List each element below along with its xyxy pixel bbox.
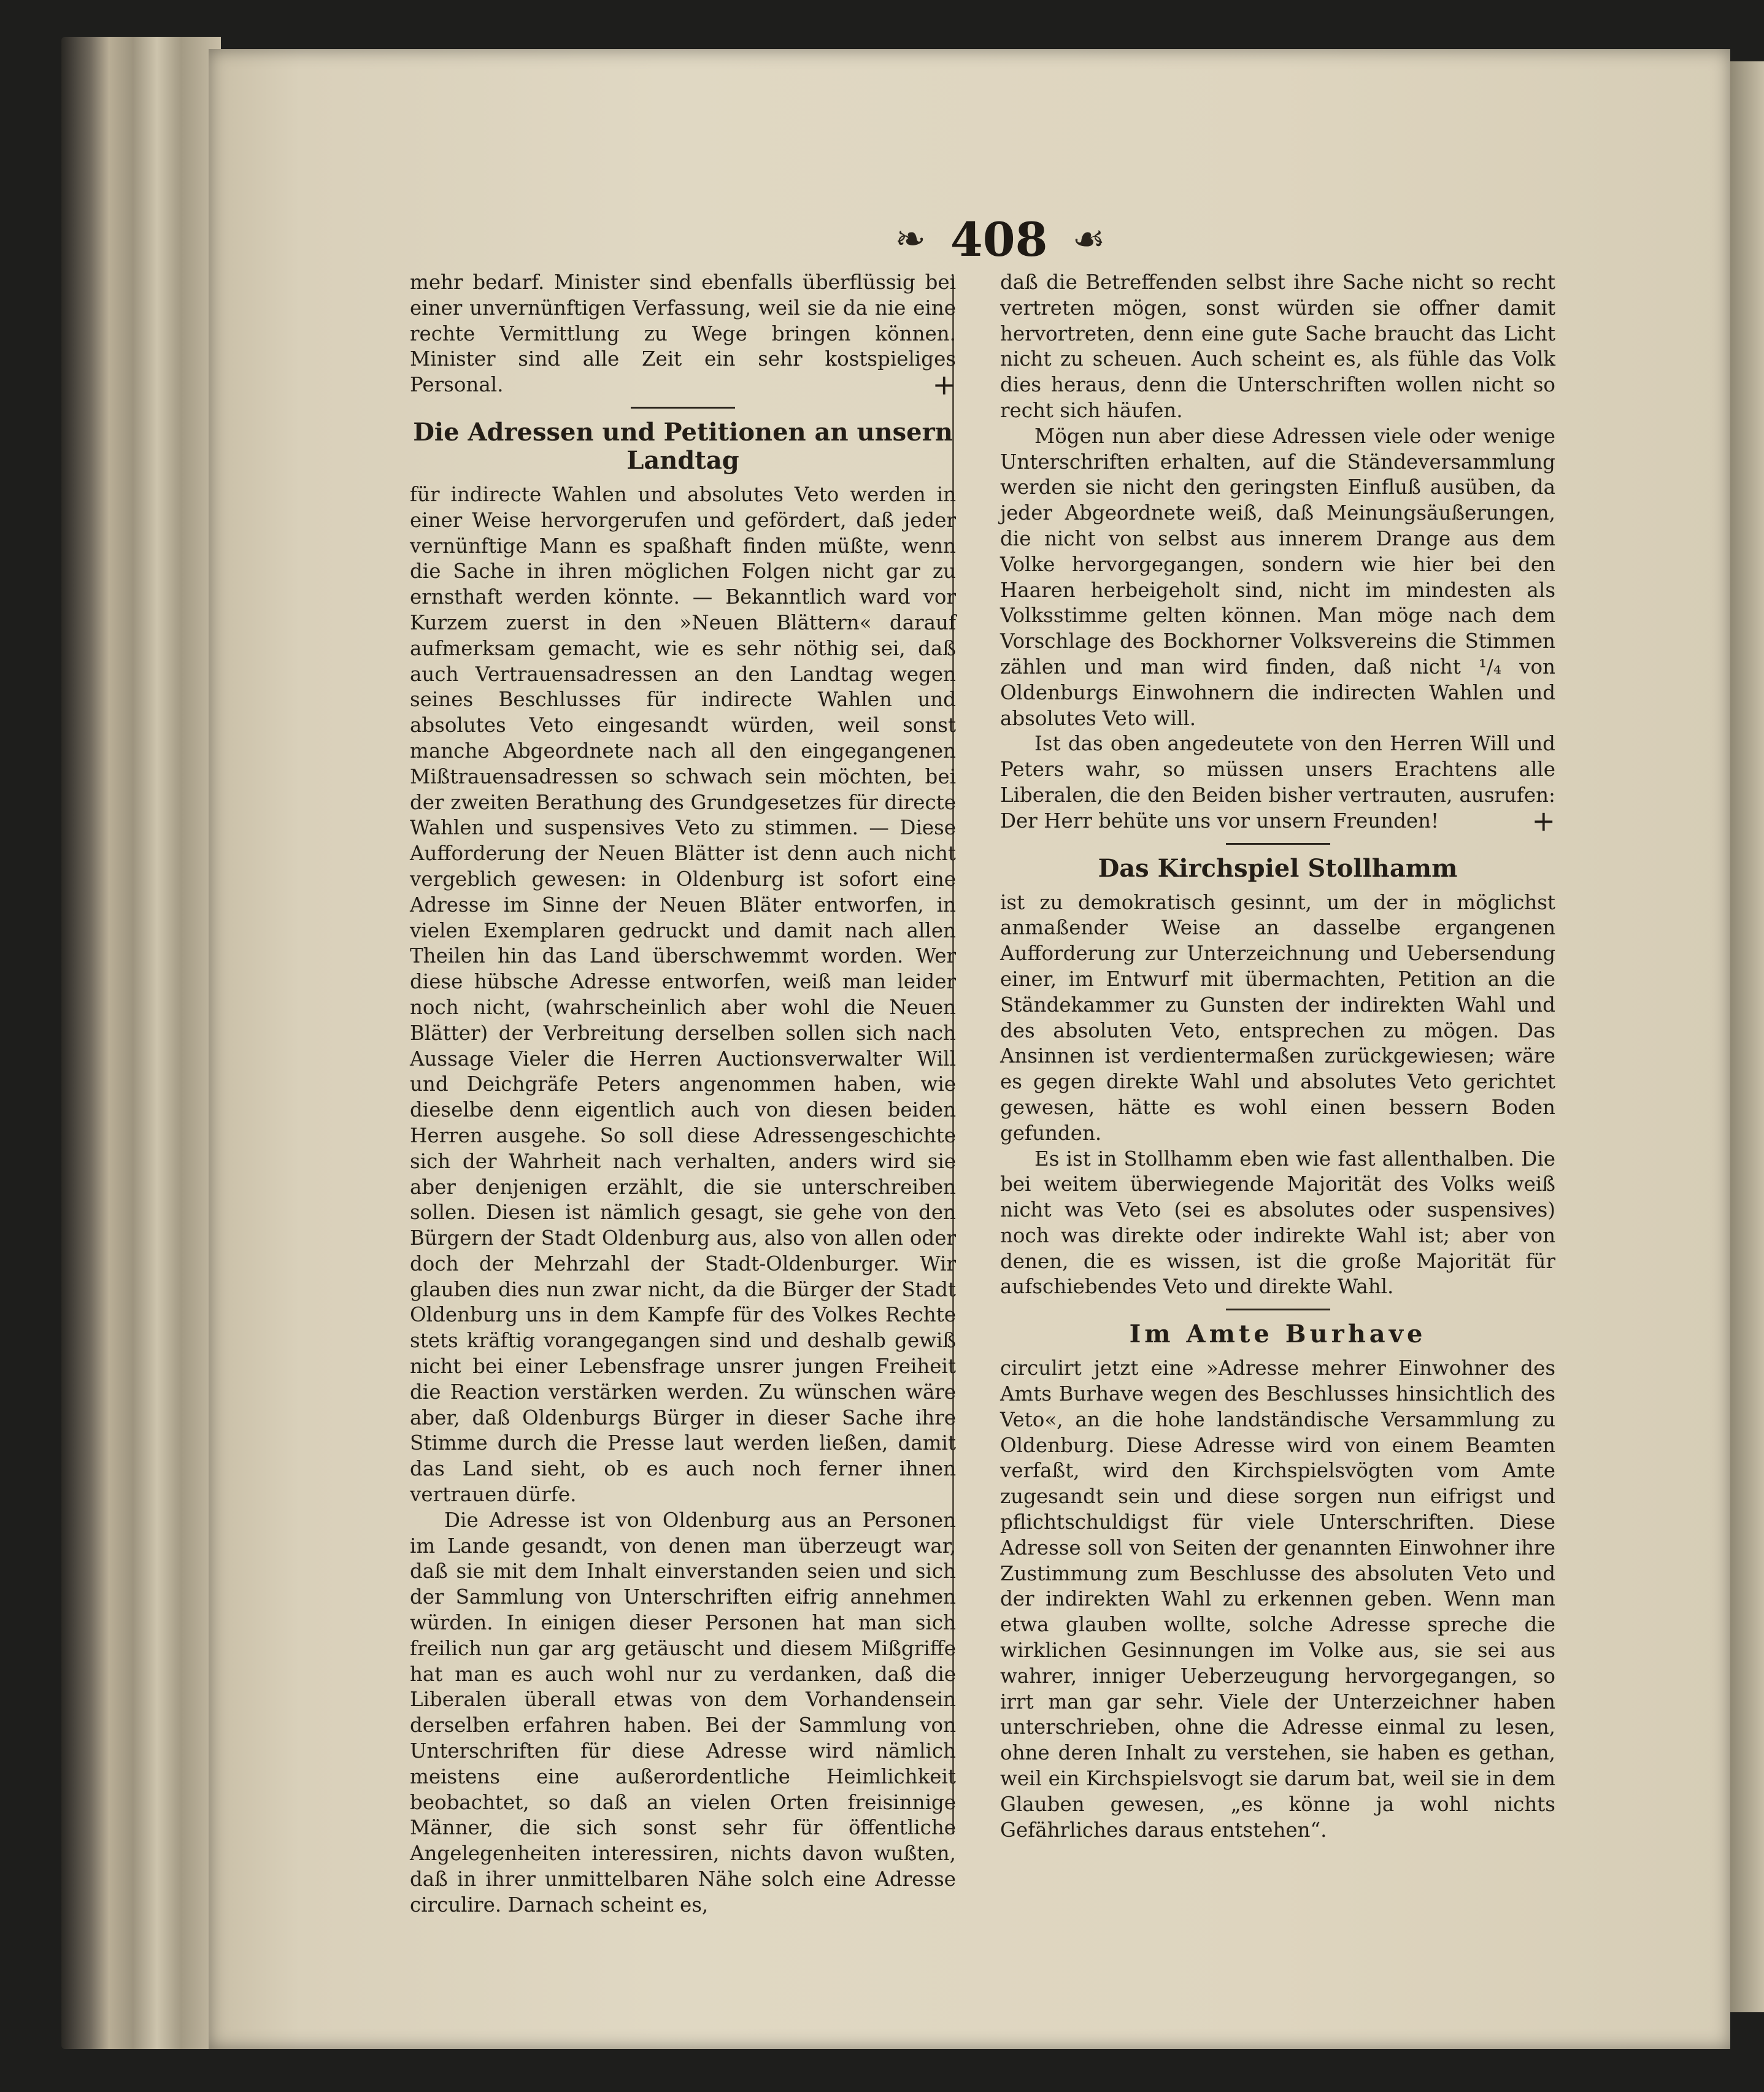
end-mark-icon: + (1531, 804, 1555, 837)
ornament-left-icon: ❧ (895, 218, 926, 261)
article-headline-burhave: Im Amte Burhave (1129, 1320, 1427, 1349)
right-paragraph-2: Mögen nun aber diese Adressen viele oder wenige Unterschriften erhalten, auf die Ständeversammlung werden sie nicht den geringsten Einfluß ausüben, da jeder Abgeordnete weiß, daß Meinungsäußerungen, die nicht von selbst aus innerem Drange aus dem Volke hervorgegangen, sondern wie hier bei den Haaren herbeigeholt sind, nicht im mindesten als Volksstimme gelten können. Man möge nach dem Vorschlage des Bockhorner Volksvereins die Stimmen zählen und man wird finden, daß nicht ¹/₄ von Oldenburgs Einwohnern die indirecten Wahlen und absolutes Veto will. (1000, 424, 1555, 730)
end-mark-icon: + (932, 368, 956, 402)
left-column (410, 270, 956, 1918)
right-paragraph-4: ist zu demokratisch gesinnt, um der in möglichst anmaßender Weise an dasselbe ergangenen Aufforderung zur Unterzeichnung und Uebersendung einer, im Entwurf mit übermachten, Petition an die Ständekammer zu Gunsten der indirekten Wahl und des absoluten Veto, entsprechen zu mögen. Das Ansinnen ist verdientermaßen zurückgewiesen; wäre es gegen direkte Wahl und absolutes Veto gerichtet gewesen, hätte es wohl einen bessern Boden gefunden. (1000, 890, 1555, 1145)
left-paragraph-1: mehr bedarf. Minister sind ebenfalls überflüssig bei einer unvernünftigen Verfassung, weil sie da nie eine rechte Vermittlung zu Wege bringen können. Minister sind alle Zeit ein sehr kostspieliges Personal. + (410, 271, 956, 402)
right-paragraph-5: Es ist in Stollhamm eben wie fast allenthalben. Die bei weitem überwiegende Majorität des Volks weiß nicht was Veto (sei es absolutes oder suspensives) noch was direkte oder indirekte Wahl ist; aber von denen, die es wissen, ist die große Majorität für aufschiebendes Veto und direkte Wahl. (1000, 1147, 1555, 1299)
page-header (847, 202, 1154, 276)
book-block-edge (61, 37, 221, 2049)
left-paragraph-3: Die Adresse ist von Oldenburg aus an Personen im Lande gesandt, von denen man überzeugt war, daß sie mit dem Inhalt einverstanden seien und sich der Sammlung von Unterschriften eifrig annehmen würden. In einigen dieser Personen hat man sich freilich nun gar arg getäuscht und diesem Mißgriffe hat man es auch wohl nur zu verdanken, daß die Liberalen überall etwas von dem Vorhandensein derselben erfahren haben. Bei der Sammlung von Unterschriften für diese Adresse wird nämlich meistens eine außerordentliche Heimlichkeit beobachtet, so daß an vielen Orten freisinnige Männer, die sich sonst sehr für öffentliche Angelegenheiten interessiren, nichts davon wußten, daß in ihrer unmittelbaren Nähe solch eine Adresse circulire. Darnach scheint es, (410, 1508, 956, 1917)
right-paragraph-3: Ist das oben angedeutete von den Herren Will und Peters wahr, so müssen unsers Erachtens alle Liberalen, die den Beiden bisher vertrauten, ausrufen: Der Herr behüte uns vor unsern Freunden! + (1000, 732, 1555, 837)
next-page-edge (1730, 61, 1764, 2012)
right-column (1000, 270, 1555, 1843)
page-number: 408 (950, 212, 1048, 267)
right-paragraph-6: circulirt jetzt eine »Adresse mehrer Einwohner des Amts Burhave wegen des Beschlusses hinsichtlich des Veto«, an die hohe landständische Versammlung zu Oldenburg. Diese Adresse wird von einem Beamten verfaßt, wird den Kirchspielsvögten vom Amte zugesandt sein und diese sorgen nun eifrigst und pflichtschuldigst für viele Unterschriften. Diese Adresse soll von Seiten der genannten Einwohner ihre Zustimmung zum Beschlusse des absoluten Veto und der indirekten Wahl zu erkennen geben. Wenn man etwa glauben wollte, solche Adresse spreche die wirklichen Gesinnungen im Volke aus, sie sei aus wahrer, inniger Ueberzeugung hervorgegangen, so irrt man gar sehr. Viele der Unterzeichner haben unterschrieben, ohne die Adresse einmal zu lesen, ohne deren Inhalt zu verstehen, sie haben es gethan, weil ein Kirchspielsvogt sie darum bat, weil sie in dem Glauben gewesen, „es könne ja wohl nichts Gefährliches daraus entstehen“. (1000, 1356, 1555, 1842)
section-rule (1226, 1309, 1330, 1310)
section-rule (631, 407, 735, 409)
ornament-right-icon: ☙ (1072, 218, 1106, 261)
article-headline: Die Adressen und Petitionen an unsern Landtag (413, 417, 953, 475)
section-rule (1226, 843, 1330, 845)
right-paragraph-1: daß die Betreffenden selbst ihre Sache nicht so recht vertreten mögen, sonst würden sie offner damit hervortreten, denn eine gute Sache braucht das Licht nicht zu scheuen. Auch scheint es, als fühle das Volk dies heraus, denn die Unterschriften wollen nicht so recht sich häufen. (1000, 271, 1555, 422)
left-paragraph-2: für indirecte Wahlen und absolutes Veto werden in einer Weise hervorgerufen und gefördert, daß jeder vernünftige Mann es spaßhaft finden müßte, wenn die Sache in ihren möglichen Folgen nicht gar zu ernsthaft werden könnte. — Bekanntlich ward vor Kurzem zuerst in den »Neuen Blättern« darauf aufmerksam gemacht, wie es sehr nöthig sei, daß auch Vertrauensadressen an den Landtag wegen seines Beschlusses für indirecte Wahlen und absolutes Veto eingesandt würden, weil sonst manche Abgeordnete nach all den eingegangenen Mißtrauensadressen so schwach sein möchten, bei der zweiten Berathung des Grundgesetzes für directe Wahlen und suspensives Veto zu stimmen. — Diese Aufforderung der Neuen Blätter ist denn auch nicht vergeblich gewesen: in Oldenburg ist sofort eine Adresse im Sinne der Neuen Bläter entworfen, in vielen Exemplaren gedruckt und damit nach allen Theilen hin das Land überschwemmt worden. Wer diese hübsche Adresse entworfen, weiß man leider noch nicht, (wahrscheinlich aber wohl die Neuen Blätter) der Verbreitung derselben sollen sich nach Aussage Vieler die Herren Auctionsverwalter Will und Deichgräfe Peters angenommen haben, wie dieselbe denn eigentlich auch von diesen beiden Herren ausgehe. So soll diese Adressengeschichte sich der Wahrheit nach verhalten, anders wird sie aber denjenigen erzählt, die sie unterschreiben sollen. Diesen ist nämlich gesagt, sie gehe von den Bürgern der Stadt Oldenburg aus, also von allen oder doch der Mehrzahl der Stadt-Oldenburger. Wir glauben dies nun zwar nicht, da die Bürger der Stadt Oldenburg uns in dem Kampfe für des Volkes Rechte stets kräftig vorangegangen sind und deshalb gewiß nicht bei einer Lebensfrage unsrer jungen Freiheit die Reaction verstärken werden. Zu wünschen wäre aber, daß Oldenburgs Bürger in dieser Sache ihre Stimme durch die Presse laut werden ließen, damit das Land sieht, ob es auch noch ferner ihnen vertrauen dürfe. (410, 482, 956, 1507)
article-headline-stollhamm: Das Kirchspiel Stollhamm (1098, 853, 1458, 883)
